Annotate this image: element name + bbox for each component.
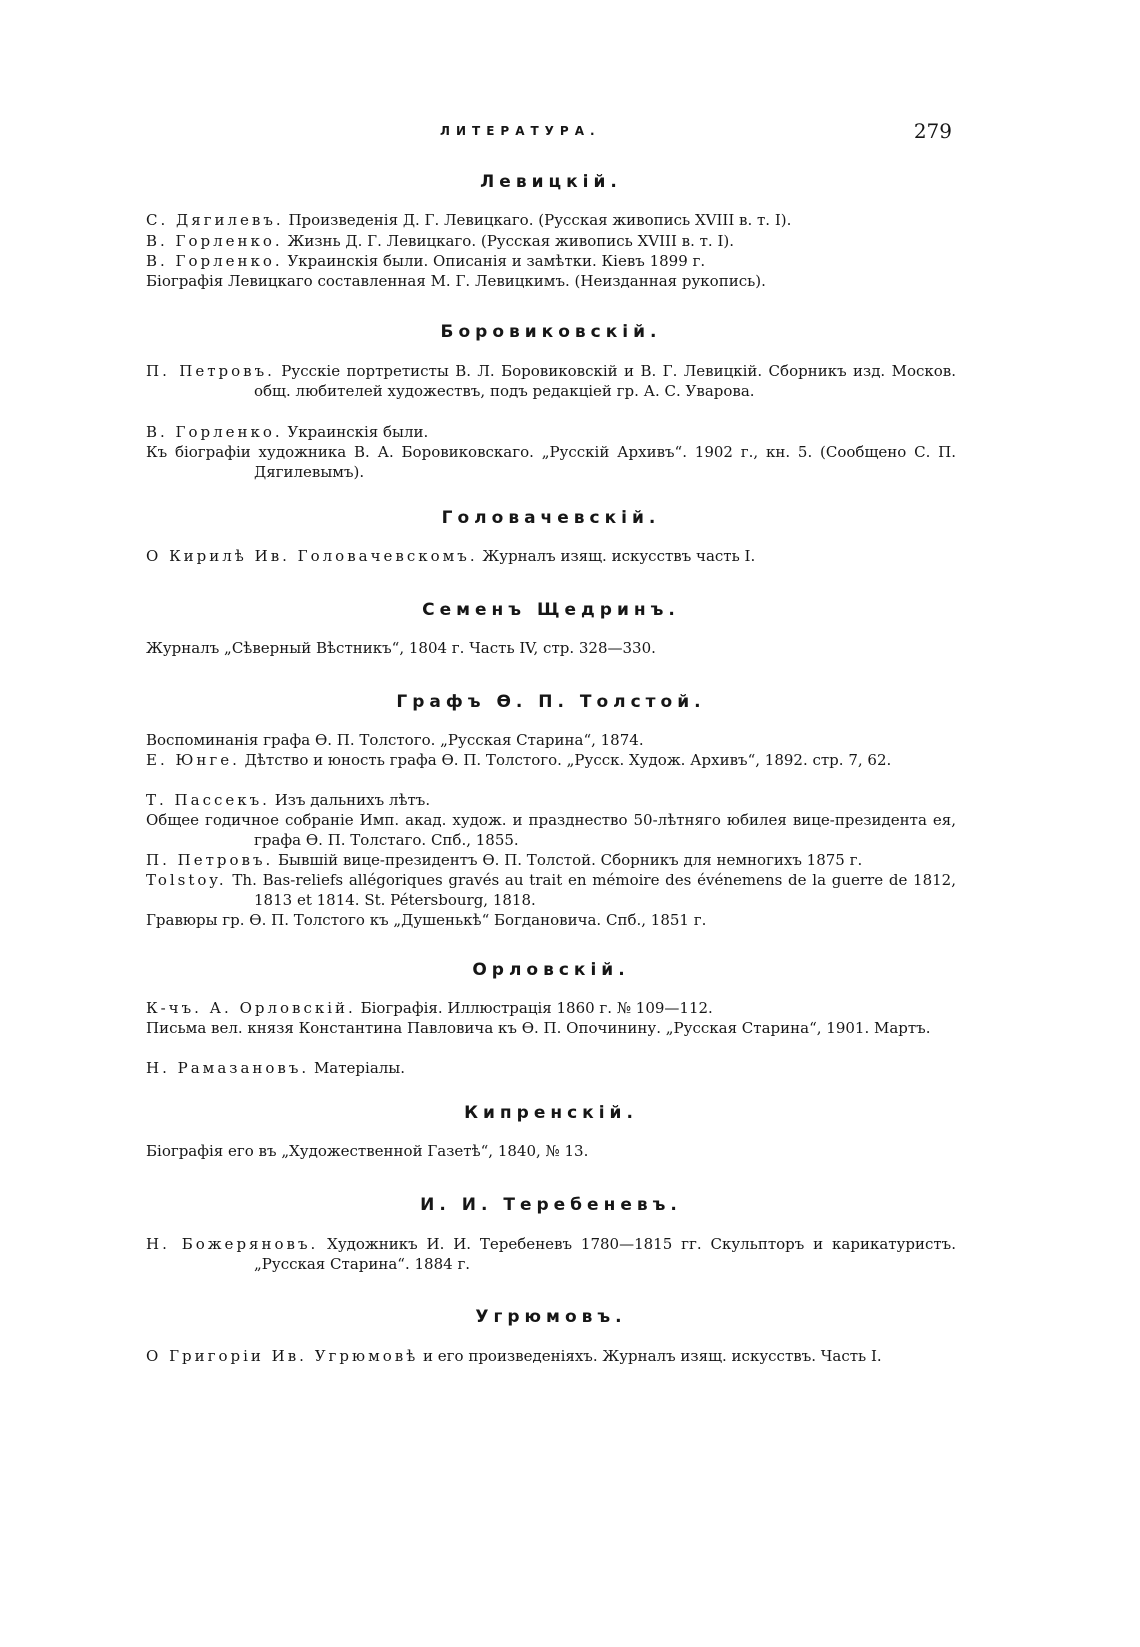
entry-author: Н. Рамазановъ.: [146, 1059, 310, 1077]
entry-text: Произведенія Д. Г. Левицкаго. (Русская живопись XVIII в. т. I).: [283, 211, 792, 229]
bibliography-entry: [146, 1018, 956, 1038]
entry-text: Русскіе портретисты В. Л. Боровиковскій и В. Г. Левицкій. Сборникъ изд. Москов. общ. любителей художествъ, подъ редакціей гр. А. С. Уварова.: [254, 362, 957, 400]
entry-author: О Григоріи Ив. Угрюмовѣ: [146, 1347, 419, 1365]
bibliography-entry: [146, 870, 956, 910]
bibliography-entry: [146, 1141, 956, 1161]
entry-text: Журналъ изящ. искусствъ часть I.: [477, 547, 756, 565]
entry-text: Біографія. Иллюстрація 1860 г. № 109—112.: [355, 999, 713, 1017]
bibliography-entry: [146, 810, 956, 850]
bibliography-entry: [146, 231, 956, 251]
section-heading: Орловскій.: [472, 960, 630, 980]
entry-author: П. Петровъ.: [146, 851, 274, 869]
entry-author: П. Петровъ.: [146, 362, 275, 380]
entry-text: Украинскія были. Описанія и замѣтки. Кіевъ 1899 г.: [282, 252, 706, 270]
entry-text: Воспоминанія графа Ѳ. П. Толстого. „Русская Старина“, 1874.: [146, 731, 644, 749]
bibliography-entry: [146, 910, 956, 930]
bibliography-entry: [146, 730, 956, 750]
bibliography-entry: [146, 251, 956, 271]
bibliography-entry: [146, 850, 956, 870]
section-heading: Кипренскій.: [464, 1103, 638, 1123]
entry-author: В. Горленко.: [146, 252, 283, 270]
bibliography-entry: [146, 210, 956, 230]
bibliography-entry: [146, 998, 956, 1018]
entry-text: Журналъ „Сѣверный Вѣстникъ“, 1804 г. Часть IV, стр. 328—330.: [146, 639, 656, 657]
section-heading: И. И. Теребеневъ.: [420, 1195, 682, 1215]
bibliography-entry: [146, 271, 956, 291]
entry-text: Бывшій вице-президентъ Ѳ. П. Толстой. Сборникъ для немногихъ 1875 г.: [273, 851, 863, 869]
bibliography-entry: [146, 750, 956, 770]
entry-text: Украинскія были.: [282, 423, 429, 441]
bibliography-entry: [146, 422, 956, 442]
entry-text: Матеріалы.: [309, 1059, 405, 1077]
entry-author: Е. Юнге.: [146, 751, 240, 769]
entry-text: Біографія Левицкаго составленная М. Г. Левицкимъ. (Неизданная рукопись).: [146, 272, 766, 290]
section-heading: Семенъ Щедринъ.: [422, 600, 680, 620]
bibliography-entry: [146, 1346, 956, 1366]
entry-text: Письма вел. князя Константина Павловича къ Ѳ. П. Опочинину. „Русская Старина“, 1901. Мартъ.: [146, 1019, 931, 1037]
bibliography-entry: [146, 638, 956, 658]
entry-text: Художникъ И. И. Теребеневъ 1780—1815 гг. Скульпторъ и карикатуристъ. „Русская Старина“. 1884 г.: [254, 1235, 956, 1273]
bibliography-entry: [146, 1234, 956, 1274]
entry-author: В. Горленко.: [146, 232, 283, 250]
entry-author: О Кирилѣ Ив. Головачевскомъ.: [146, 547, 478, 565]
bibliography-entry: [146, 790, 956, 810]
entry-author: Т. Пассекъ.: [146, 791, 270, 809]
running-title: ЛИТЕРАТУРА.: [440, 124, 601, 138]
bibliography-entry: [146, 1058, 956, 1078]
entry-text: Гравюры гр. Ѳ. П. Толстого къ „Душенькѣ“ Богдановича. Спб., 1851 г.: [146, 911, 707, 929]
page-number: 279: [913, 119, 952, 143]
entry-text: Дѣтство и юность графа Ѳ. П. Толстого. „Русск. Худож. Архивъ“, 1892. стр. 7, 62.: [239, 751, 892, 769]
bibliography-entry: [146, 546, 956, 566]
entry-text: Біографія его въ „Художественной Газетѣ“, 1840, № 13.: [146, 1142, 589, 1160]
section-heading: Левицкій.: [480, 172, 622, 192]
section-heading: Головачевскій.: [441, 508, 661, 528]
entry-author: В. Горленко.: [146, 423, 283, 441]
entry-author: Н. Божеряновъ.: [146, 1235, 319, 1253]
entry-author: Tolstoy.: [146, 871, 227, 889]
entry-text: Общее годичное собраніе Имп. акад. худож. и празднество 50-лѣтняго юбилея вице-президента ея, графа Ѳ. П. Толстаго. Спб., 1855.: [146, 811, 956, 849]
entry-text: Къ біографіи художника В. А. Боровиковскаго. „Русскій Архивъ“. 1902 г., кн. 5. (Сообщено С. П. Дягилевымъ).: [146, 443, 956, 481]
entry-text: и его произведеніяхъ. Журналъ изящ. искусствъ. Часть I.: [418, 1347, 882, 1365]
bibliography-entry: [146, 361, 956, 401]
section-heading: Графъ Ѳ. П. Толстой.: [396, 692, 706, 712]
entry-text: Th. Bas-reliefs allégoriques gravés au trait en mémoire des événemens de la guerre de 1812, 1813 et 1814. St. Pétersbourg, 1818.: [226, 871, 956, 909]
bibliography-entry: [146, 442, 956, 482]
section-heading: Угрюмовъ.: [475, 1307, 627, 1327]
section-heading: Боровиковскій.: [440, 322, 662, 342]
entry-author: С. Дягилевъ.: [146, 211, 284, 229]
entry-text: Жизнь Д. Г. Левицкаго. (Русская живопись XVIII в. т. I).: [282, 232, 734, 250]
entry-author: К-чъ. А. Орловскій.: [146, 999, 356, 1017]
entry-text: Изъ дальнихъ лѣтъ.: [269, 791, 431, 809]
